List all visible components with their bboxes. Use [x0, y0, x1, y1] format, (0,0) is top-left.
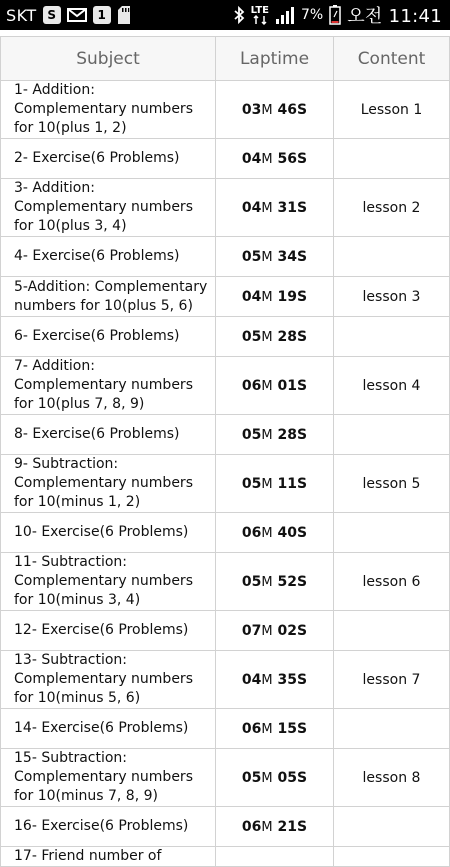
content-cell[interactable]: lesson 5: [334, 455, 450, 513]
table-body: [1, 81, 450, 867]
status-bar-left: [6, 6, 131, 25]
table-row[interactable]: [1, 709, 450, 749]
table-row[interactable]: [1, 139, 450, 179]
sdcard-icon: [117, 6, 131, 24]
laptime-minutes: 04: [241, 199, 262, 216]
laptime-minutes: 05: [241, 573, 262, 590]
subject-cell: 15- Subtraction: Complementary numbers for 10(minus 7, 8, 9): [1, 749, 216, 807]
subject-cell: 13- Subtraction: Complementary numbers for 10(minus 5, 6): [1, 651, 216, 709]
table-row[interactable]: [1, 749, 450, 807]
carrier-label: SKT: [6, 5, 37, 25]
minute-unit: M: [261, 770, 273, 786]
minute-unit: M: [261, 672, 273, 688]
column-header-content: Content: [334, 37, 450, 81]
laptime-cell: [216, 553, 334, 611]
content-cell[interactable]: lesson 7: [334, 651, 450, 709]
table-row[interactable]: [1, 847, 450, 867]
second-unit: S: [296, 622, 308, 639]
table-row[interactable]: [1, 651, 450, 709]
laptime-seconds: 02: [277, 622, 297, 639]
laptime-seconds: 19: [277, 288, 297, 305]
laptime-cell: [216, 455, 334, 513]
table-row[interactable]: [1, 553, 450, 611]
laptime-minutes: 04: [241, 150, 262, 167]
laptime-minutes: 06: [241, 720, 262, 737]
clock: 오전 11:41: [347, 6, 442, 27]
second-unit: S: [296, 150, 308, 167]
lesson-table: [0, 36, 450, 867]
table-row[interactable]: [1, 179, 450, 237]
subject-cell: 9- Subtraction: Complementary numbers for 10(minus 1, 2): [1, 455, 216, 513]
minute-unit: M: [261, 574, 273, 590]
table-row[interactable]: [1, 357, 450, 415]
second-unit: S: [296, 818, 308, 835]
laptime-seconds: 21: [277, 818, 297, 835]
laptime-minutes: 04: [241, 671, 262, 688]
laptime-seconds: 40: [277, 524, 297, 541]
table-row[interactable]: [1, 807, 450, 847]
column-header-laptime: Laptime: [216, 37, 334, 81]
minute-unit: M: [261, 329, 273, 345]
lesson-table-container: [0, 36, 450, 867]
content-cell[interactable]: lesson 2: [334, 179, 450, 237]
content-cell: [334, 513, 450, 553]
subject-cell: 5-Addition: Complementary numbers for 10(plus 5, 6): [1, 277, 216, 317]
content-cell: [334, 709, 450, 749]
signal-icon: [275, 6, 295, 24]
minute-unit: M: [261, 819, 273, 835]
minute-unit: M: [261, 476, 273, 492]
subject-cell: 12- Exercise(6 Problems): [1, 611, 216, 651]
subject-cell: 16- Exercise(6 Problems): [1, 807, 216, 847]
laptime-minutes: 05: [241, 475, 262, 492]
content-cell: [334, 237, 450, 277]
laptime-seconds: 28: [277, 426, 297, 443]
laptime-cell: [216, 179, 334, 237]
table-row[interactable]: [1, 317, 450, 357]
minute-unit: M: [261, 721, 273, 737]
laptime-seconds: 15: [277, 720, 297, 737]
battery-percent: 7%: [301, 7, 324, 23]
subject-cell: 6- Exercise(6 Problems): [1, 317, 216, 357]
second-unit: S: [296, 426, 308, 443]
laptime-cell: [216, 237, 334, 277]
laptime-cell: [216, 139, 334, 179]
subject-cell: 10- Exercise(6 Problems): [1, 513, 216, 553]
second-unit: S: [296, 573, 308, 590]
minute-unit: M: [261, 200, 273, 216]
subject-cell: 1- Addition: Complementary numbers for 10(plus 1, 2): [1, 81, 216, 139]
content-cell[interactable]: Lesson 1: [334, 81, 450, 139]
laptime-cell: [216, 651, 334, 709]
lte-icon: LTE: [251, 6, 269, 24]
table-row[interactable]: [1, 277, 450, 317]
content-cell[interactable]: lesson 3: [334, 277, 450, 317]
second-unit: S: [296, 288, 308, 305]
second-unit: S: [296, 769, 308, 786]
minute-unit: M: [261, 525, 273, 541]
laptime-cell: [216, 415, 334, 455]
laptime-minutes: 07: [241, 622, 262, 639]
laptime-minutes: 05: [241, 328, 262, 345]
laptime-seconds: 34: [277, 248, 297, 265]
content-cell[interactable]: lesson 4: [334, 357, 450, 415]
laptime-minutes: 04: [241, 288, 262, 305]
content-cell: [334, 415, 450, 455]
content-cell: [334, 847, 450, 867]
table-row[interactable]: [1, 455, 450, 513]
laptime-seconds: 28: [277, 328, 297, 345]
minute-unit: M: [261, 378, 273, 394]
bluetooth-icon: [233, 6, 245, 24]
status-bar-right: [233, 2, 442, 28]
laptime-seconds: 05: [277, 769, 297, 786]
table-row[interactable]: [1, 237, 450, 277]
laptime-minutes: 05: [241, 769, 262, 786]
subject-cell: 14- Exercise(6 Problems): [1, 709, 216, 749]
laptime-seconds: 31: [277, 199, 297, 216]
table-row[interactable]: [1, 81, 450, 139]
laptime-minutes: 06: [241, 524, 262, 541]
content-cell: [334, 139, 450, 179]
laptime-cell: [216, 847, 334, 867]
laptime-cell: [216, 749, 334, 807]
laptime-cell: [216, 277, 334, 317]
laptime-cell: [216, 709, 334, 749]
second-unit: S: [296, 475, 308, 492]
second-unit: S: [296, 377, 308, 394]
table-header-row: [1, 37, 450, 81]
minute-unit: M: [261, 249, 273, 265]
subject-cell: 17- Friend number of: [1, 847, 216, 867]
content-cell[interactable]: lesson 8: [334, 749, 450, 807]
second-unit: S: [296, 199, 308, 216]
content-cell[interactable]: lesson 6: [334, 553, 450, 611]
subject-cell: 8- Exercise(6 Problems): [1, 415, 216, 455]
laptime-minutes: 06: [241, 377, 262, 394]
content-cell: [334, 807, 450, 847]
subject-cell: 11- Subtraction: Complementary numbers for 10(minus 3, 4): [1, 553, 216, 611]
column-header-subject: Subject: [1, 37, 216, 81]
second-unit: S: [296, 720, 308, 737]
content-cell: [334, 317, 450, 357]
laptime-seconds: 56: [277, 150, 297, 167]
laptime-seconds: 52: [277, 573, 297, 590]
laptime-cell: [216, 317, 334, 357]
mail-icon: [67, 7, 87, 23]
minute-unit: M: [261, 151, 273, 167]
laptime-seconds: 11: [277, 475, 297, 492]
table-row[interactable]: [1, 611, 450, 651]
content-cell: [334, 611, 450, 651]
laptime-cell: [216, 513, 334, 553]
laptime-cell: [216, 807, 334, 847]
laptime-minutes: 05: [241, 426, 262, 443]
laptime-minutes: 03: [241, 101, 262, 118]
subject-cell: 2- Exercise(6 Problems): [1, 139, 216, 179]
second-unit: S: [296, 101, 308, 118]
second-unit: S: [296, 671, 308, 688]
subject-cell: 4- Exercise(6 Problems): [1, 237, 216, 277]
laptime-minutes: 05: [241, 248, 262, 265]
table-row[interactable]: [1, 415, 450, 455]
second-unit: S: [296, 524, 308, 541]
laptime-seconds: 35: [277, 671, 297, 688]
second-unit: S: [296, 328, 308, 345]
status-bar: [0, 0, 450, 30]
second-unit: S: [296, 248, 308, 265]
laptime-seconds: 46: [277, 101, 297, 118]
minute-unit: M: [261, 102, 273, 118]
info-icon: 1: [93, 6, 111, 24]
laptime-seconds: 01: [277, 377, 297, 394]
laptime-cell: [216, 81, 334, 139]
laptime-cell: [216, 357, 334, 415]
laptime-cell: [216, 611, 334, 651]
subject-cell: 3- Addition: Complementary numbers for 10(plus 3, 4): [1, 179, 216, 237]
minute-unit: M: [261, 623, 273, 639]
laptime-minutes: 06: [241, 818, 262, 835]
subject-cell: 7- Addition: Complementary numbers for 10(plus 7, 8, 9): [1, 357, 216, 415]
skype-icon: S: [43, 6, 61, 24]
battery-icon: [329, 5, 341, 25]
minute-unit: M: [261, 289, 273, 305]
minute-unit: M: [261, 427, 273, 443]
table-row[interactable]: [1, 513, 450, 553]
